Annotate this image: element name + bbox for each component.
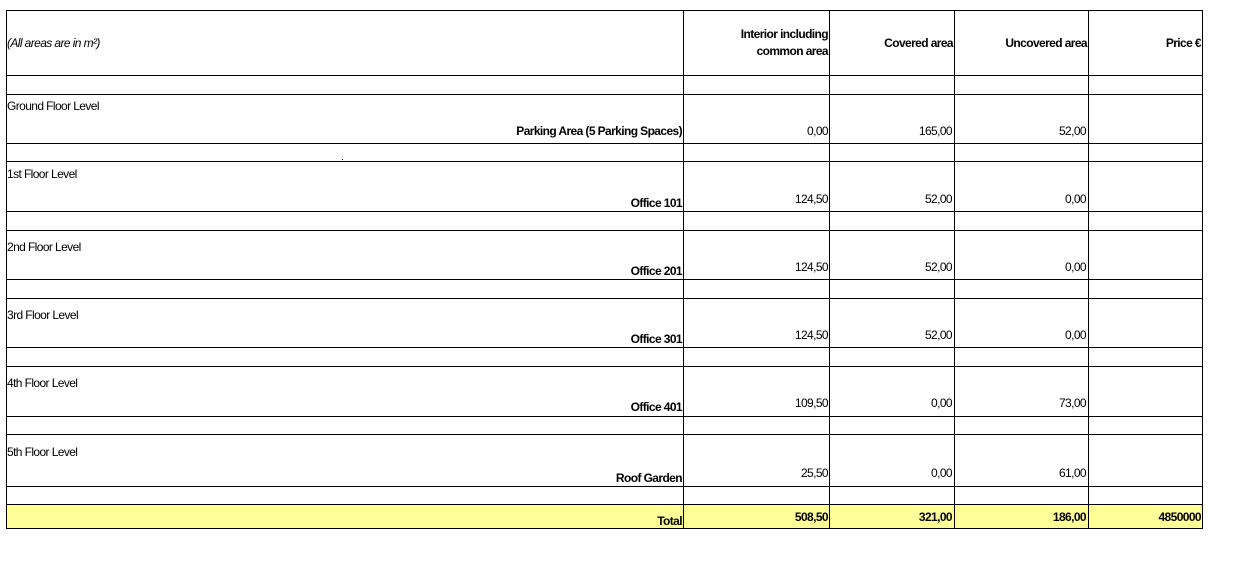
units-note: (All areas are in m²) bbox=[7, 36, 100, 50]
covered-value: 52,00 bbox=[924, 328, 952, 342]
header-uncovered: Uncovered area bbox=[1005, 36, 1087, 50]
covered-value: 0,00 bbox=[931, 396, 952, 410]
grid-hline bbox=[6, 10, 1203, 11]
header-interior: Interior including common area bbox=[740, 27, 828, 58]
interior-value: 124,50 bbox=[794, 260, 828, 274]
interior-value: 109,50 bbox=[794, 396, 828, 410]
covered-value: 52,00 bbox=[924, 192, 952, 206]
grid-hline bbox=[6, 230, 1203, 231]
grid-vline bbox=[829, 10, 830, 529]
unit-label: Office 101 bbox=[630, 196, 682, 210]
interior-value: 0,00 bbox=[807, 124, 828, 138]
unit-label: Roof Garden bbox=[615, 471, 682, 485]
level-label: 2nd Floor Level bbox=[7, 240, 81, 254]
grid-vline bbox=[1088, 10, 1089, 529]
grid-hline bbox=[6, 366, 1203, 367]
total-price: 4850000 bbox=[1158, 510, 1201, 524]
grid-hline bbox=[6, 143, 1203, 144]
grid-hline bbox=[6, 211, 1203, 212]
grid-hline bbox=[6, 279, 1203, 280]
grid-vline bbox=[954, 10, 955, 529]
unit-label: Office 201 bbox=[630, 264, 682, 278]
unit-label: Office 401 bbox=[630, 400, 682, 414]
grid-hline bbox=[6, 416, 1203, 417]
unit-label: Parking Area (5 Parking Spaces) bbox=[516, 124, 682, 138]
covered-value: 52,00 bbox=[924, 260, 952, 274]
grid-hline bbox=[6, 504, 1203, 505]
uncovered-value: 61,00 bbox=[1058, 466, 1086, 480]
grid-hline bbox=[6, 75, 1203, 76]
level-label: Ground Floor Level bbox=[7, 99, 99, 113]
uncovered-value: 0,00 bbox=[1065, 260, 1086, 274]
level-label: 4th Floor Level bbox=[7, 376, 78, 390]
total-interior: 508,50 bbox=[794, 510, 828, 524]
total-uncovered: 186,00 bbox=[1052, 510, 1086, 524]
uncovered-value: 52,00 bbox=[1058, 124, 1086, 138]
covered-value: 0,00 bbox=[931, 466, 952, 480]
uncovered-value: 0,00 bbox=[1065, 192, 1086, 206]
grid-hline bbox=[6, 434, 1203, 435]
header-covered: Covered area bbox=[884, 36, 953, 50]
uncovered-value: 73,00 bbox=[1058, 396, 1086, 410]
grid-hline bbox=[6, 528, 1203, 529]
level-label: 3rd Floor Level bbox=[7, 308, 79, 322]
interior-value: 124,50 bbox=[794, 192, 828, 206]
total-label: Total bbox=[657, 514, 682, 528]
grid-hline bbox=[6, 347, 1203, 348]
interior-value: 124,50 bbox=[794, 328, 828, 342]
header-price: Price € bbox=[1165, 36, 1201, 50]
grid-hline bbox=[6, 486, 1203, 487]
grid-hline bbox=[6, 161, 1203, 162]
total-covered: 321,00 bbox=[918, 510, 952, 524]
level-label: 5th Floor Level bbox=[7, 445, 78, 459]
grid-vline bbox=[1202, 10, 1203, 529]
grid-vline bbox=[683, 10, 684, 529]
uncovered-value: 0,00 bbox=[1065, 328, 1086, 342]
covered-value: 165,00 bbox=[918, 124, 952, 138]
level-label: 1st Floor Level bbox=[7, 167, 77, 181]
unit-label: Office 301 bbox=[630, 332, 682, 346]
stray-dot bbox=[342, 159, 343, 160]
grid-hline bbox=[6, 94, 1203, 95]
grid-hline bbox=[6, 298, 1203, 299]
interior-value: 25,50 bbox=[800, 466, 828, 480]
